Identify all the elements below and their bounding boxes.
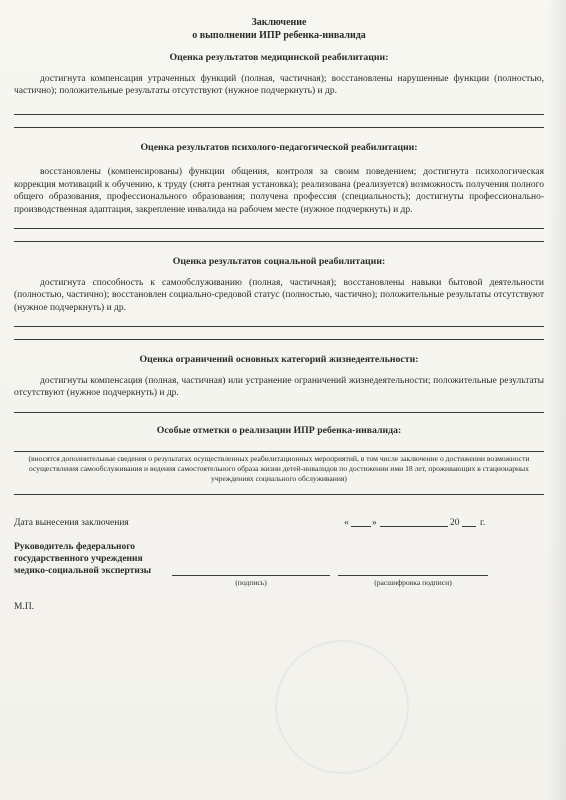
title-line-2: о выполнении ИПР ребенка-инвалида [192,30,366,41]
signature-line[interactable] [172,575,330,576]
document-content [14,16,544,614]
year-suffix: г. [480,518,486,528]
special-heading: Особые отметки о реализации ИПР ребенка-инвалида: [156,424,402,436]
faint-stamp-impression [275,640,409,774]
special-fill-line-1 [14,445,544,452]
document-title [14,16,544,42]
date-row [14,517,544,531]
psych-fill-line-1 [14,216,544,229]
month-field[interactable] [380,517,448,527]
date-open-quote: « [344,518,349,528]
psych-text: восстановлены (компенсированы) функции общения, контроля за своим поведением; достигнута психологическая коррекция мотиваций к обучению, к труду (снята рентная установка); реализована (реализуется) возможность получения полного общего образования, профессионального образования; получена профессия (специальность); достигнуты профессионально-производственная адаптация, закрепление инвалида на рабочем месте (нужное подчеркнуть) и др. [14,167,544,215]
medical-fill-line-2 [14,115,544,128]
social-fill-line-1 [14,314,544,327]
medical-text: достигнута компенсация утраченных функций (полная, частичная); восстановлены нарушенные функции (полностью, частично); положительные результаты отсутствуют (нужное подчеркнуть) и др. [14,73,544,96]
signature-caption: (подпись) [235,578,267,587]
page-edge-shadow [548,0,566,800]
signature-decode-line[interactable] [338,575,488,576]
year-prefix: 20 [450,518,460,528]
psych-fill-line-2 [14,229,544,242]
day-field[interactable] [351,517,371,527]
limits-text: достигнуты компенсация (полная, частичная) или устранение ограничений жизнедеятельности; положительные результаты отсутствуют (нужное подчеркнуть) и др. [14,375,544,398]
limits-heading: Оценка ограничений основных категорий жизнедеятельности: [139,354,419,365]
year-field[interactable] [462,517,476,527]
medical-heading: Оценка результатов медицинской реабилитации: [169,52,389,63]
head-title-line-1: Руководитель федерального [14,542,136,552]
psych-heading: Оценка результатов психолого-педагогической реабилитации: [140,141,418,153]
medical-fill-line-1 [14,102,544,115]
social-text: достигнута способность к самообслуживанию (полная, частичная); восстановлены навыки бытовой деятельности (полностью, частично); восстановлен социально-средовой статус (полностью, частично); положительные результаты отсутствуют (нужное подчеркнуть) и др. [14,277,544,313]
head-signature-block [14,541,544,585]
title-line-1: Заключение [251,17,307,28]
decode-caption: (расшифровка подписи) [374,578,452,587]
special-note: (вносятся дополнительные сведения о результатах осуществленных реабилитационных мероприятий, в том числе заключение о достижении возможности осуществления самообслуживания и ведения самостоятельного образа жизни детей-инвалидов по достижении ими 18 лет, проживающих в стационарных учреждениях социального обслуживания) [28,454,530,483]
head-title-line-2: государственного учреждения [14,554,143,564]
seal-label: М.П. [14,602,35,612]
date-close-quote: » [372,518,377,528]
head-title-line-3: медико-социальной экспертизы [14,566,152,576]
social-fill-line-2 [14,327,544,340]
date-label: Дата вынесения заключения [14,518,129,528]
special-fill-line-2 [14,484,544,495]
limits-fill-line-1 [14,400,544,413]
social-heading: Оценка результатов социальной реабилитации: [172,256,386,267]
